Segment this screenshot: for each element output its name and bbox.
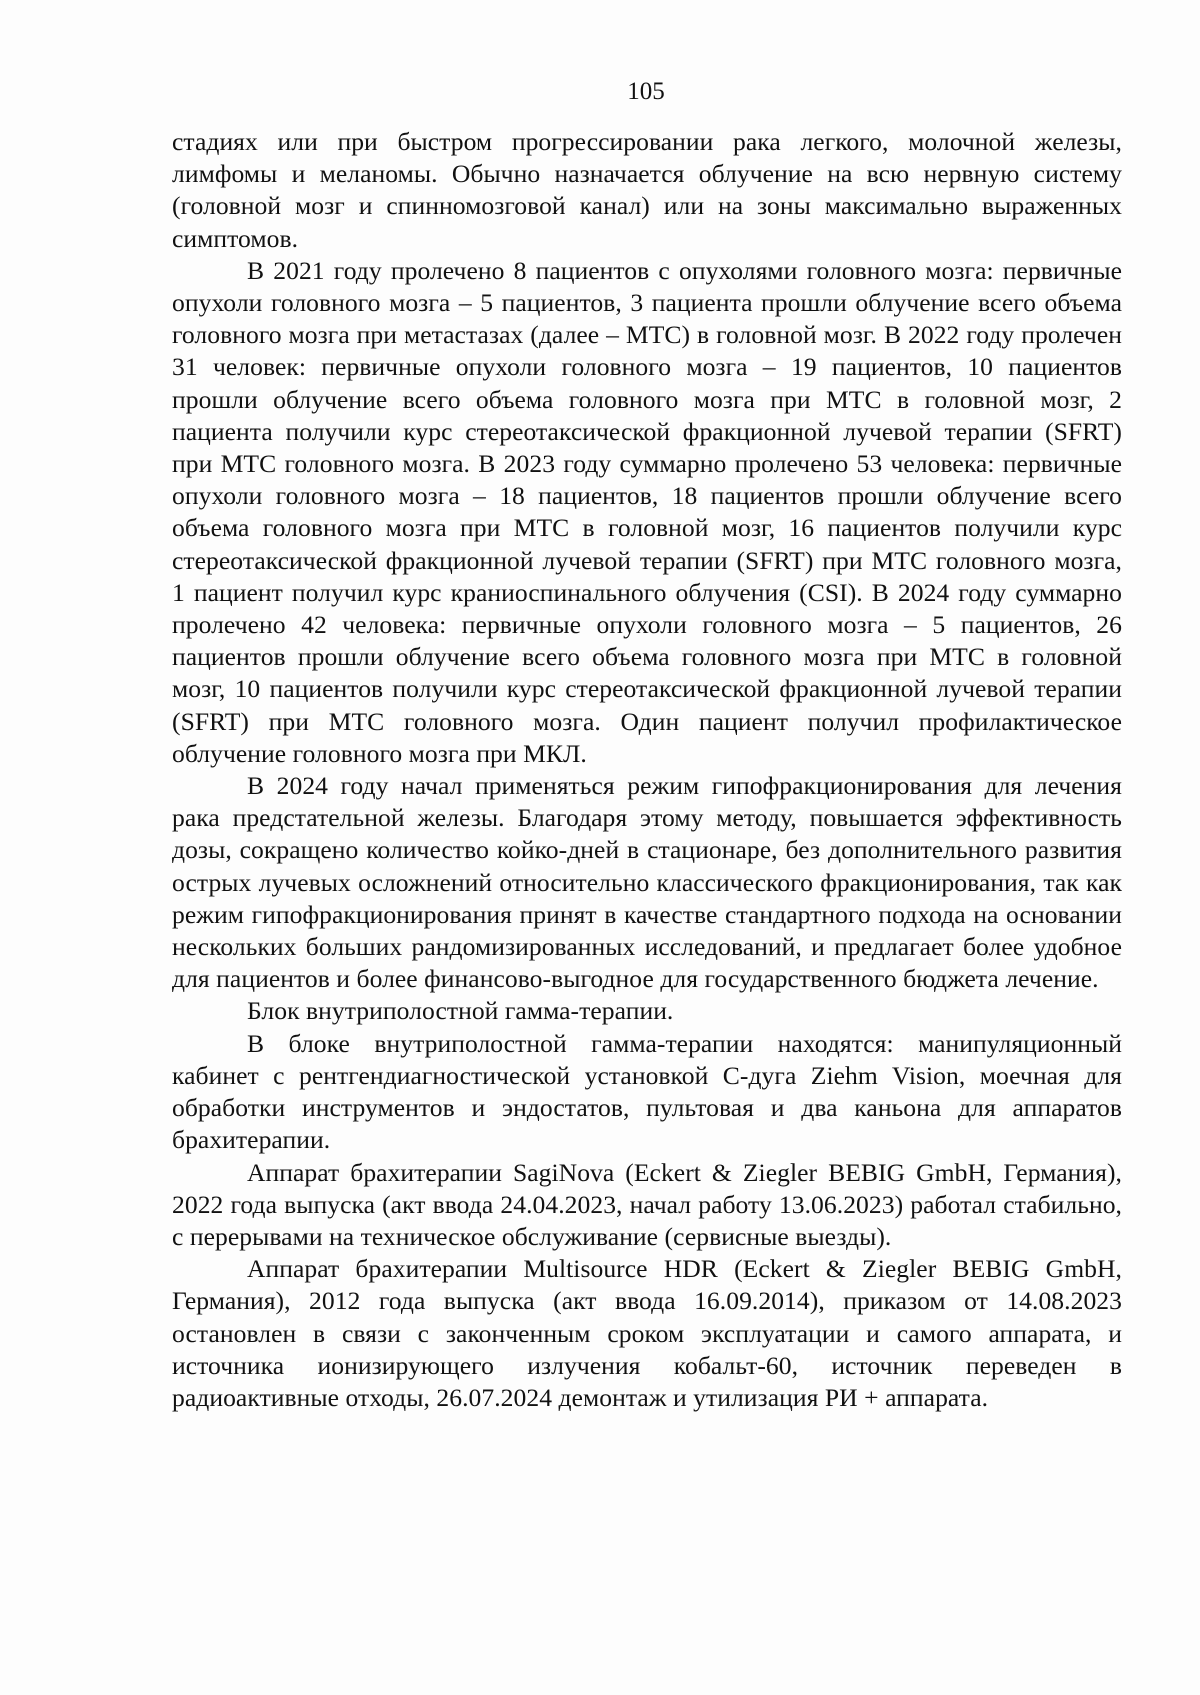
paragraph-block-rooms: В блоке внутриполостной гамма-терапии находятся: манипуляционный кабинет с рентгендиагностической установкой С-дуга Ziehm Vision, моечная для обработки инструментов и эндостатов, пультовая и два каньона для аппаратов брахитерапии. xyxy=(172,1028,1122,1155)
paragraph-continuation: стадиях или при быстром прогрессировании рака легкого, молочной железы, лимфомы и меланомы. Обычно назначается облучение на всю нервную систему (головной мозг и спинномозговой канал) или на зоны максимально выраженных симптомов. xyxy=(172,127,1122,253)
document-body xyxy=(172,126,1122,1414)
page-number: 105 xyxy=(627,78,665,105)
paragraph-saginova: Аппарат брахитерапии SagiNova (Eckert & Ziegler BEBIG GmbH, Германия), 2022 года выпуска (акт ввода 24.04.2023, начал работу 13.06.2023) работал стабильно, с перерывами на техническое обслуживание (сервисные выезды). xyxy=(172,1157,1122,1251)
paragraph-block-heading: Блок внутриполостной гамма-терапии. xyxy=(247,996,674,1026)
paragraph-hypofractionation: В 2024 году начал применяться режим гипофракционирования для лечения рака предстательной железы. Благодаря этому методу, повышается эффективность дозы, сокращено количество койко-дней в стационаре, без дополнительного развития острых лучевых осложнений относительно классического фракционирования, так как режим гипофракционирования принят в качестве стандартного подхода на основании нескольких больших рандомизированных исследований, и предлагает более удобное для пациентов и более финансово-выгодное для государственного бюджета лечение. xyxy=(172,771,1122,994)
paragraph-multisource: Аппарат брахитерапии Multisource HDR (Eckert & Ziegler BEBIG GmbH, Германия), 2012 года выпуска (акт ввода 16.09.2014), приказом от 14.08.2023 остановлен в связи с законченным сроком эксплуатации и самого аппарата, и источника ионизирующего излучения кобальт-60, источник переведен в радиоактивные отходы, 26.07.2024 демонтаж и утилизация РИ + аппарата. xyxy=(172,1254,1122,1412)
paragraph-brain-tumors: В 2021 году пролечено 8 пациентов с опухолями головного мозга: первичные опухоли головного мозга – 5 пациентов, 3 пациента прошли облучение всего объема головного мозга при метастазах (далее – МТС) в головной мозг. В 2022 году пролечен 31 человек: первичные опухоли головного мозга – 19 пациентов, 10 пациентов прошли облучение всего объема головного мозга при МТС в головной мозг, 2 пациента получили курс стереотаксической фракционной лучевой терапии (SFRT) при МТС головного мозга. В 2023 году суммарно пролечено 53 человека: первичные опухоли головного мозга – 18 пациентов, 18 пациентов прошли облучение всего объема головного мозга при МТС в головной мозг, 16 пациентов получили курс стереотаксической фракционной лучевой терапии (SFRT) при МТС головного мозга, 1 пациент получил курс краниоспинального облучения (CSI). В 2024 году суммарно пролечено 42 человека: первичные опухоли головного мозга – 5 пациентов, 26 пациентов прошли облучение всего объема головного мозга при МТС в головной мозг, 10 пациентов получили курс стереотаксической фракционной лучевой терапии (SFRT) при МТС головного мозга. Один пациент получил профилактическое облучение головного мозга при МКЛ. xyxy=(172,255,1122,768)
